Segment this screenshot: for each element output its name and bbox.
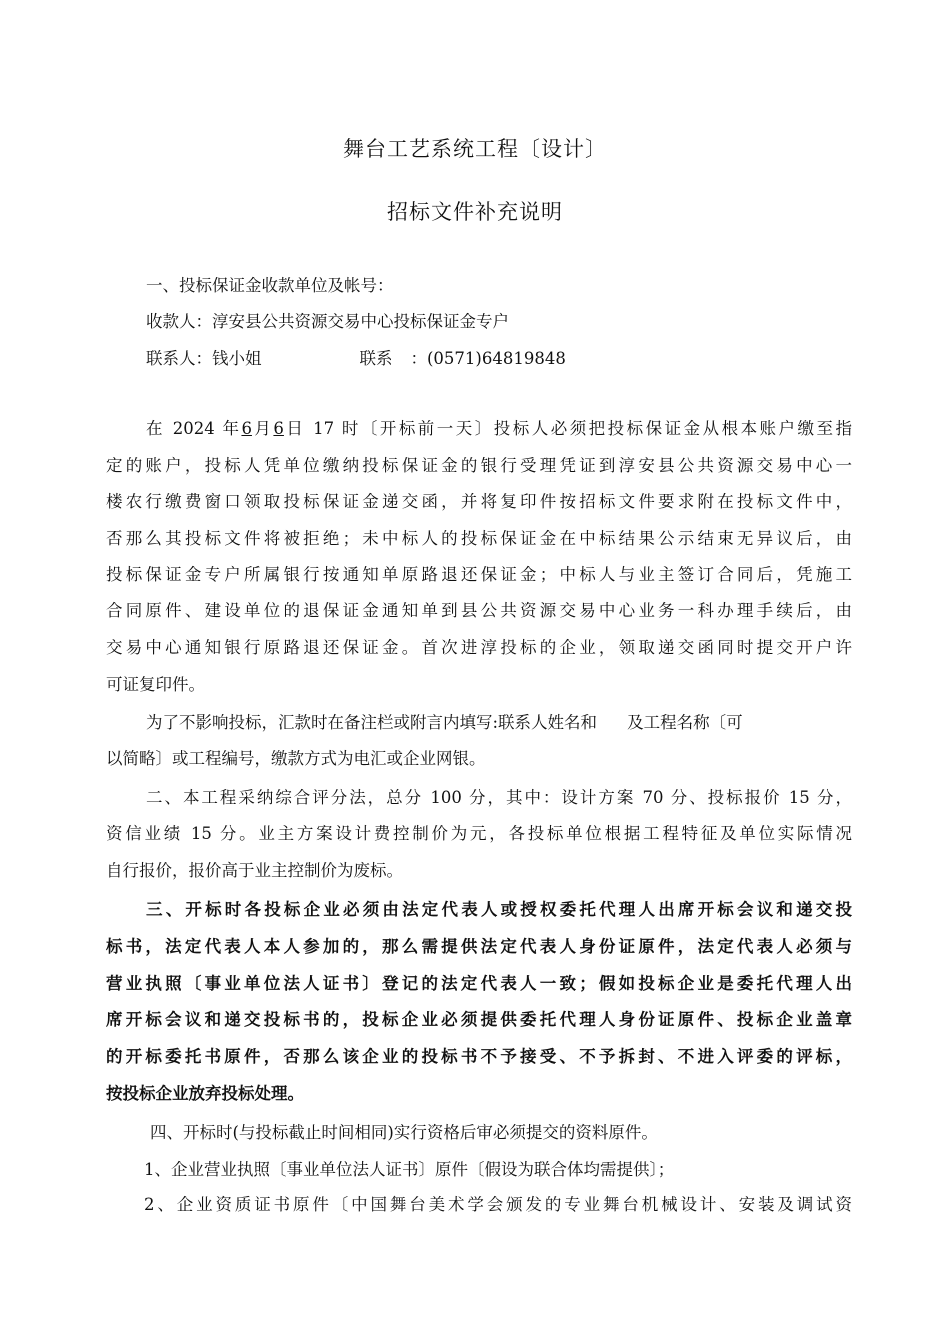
deposit-para-line: 投标保证金专户所属银行按通知单原路退还保证金；中标人与业主签订合同后，凭施工 bbox=[106, 565, 852, 584]
deposit-para-line: 否那么其投标文件将被拒绝；未中标人的投标保证金在中标结果公示结束无异议后，由 bbox=[106, 529, 852, 548]
deposit-para-line: 可证复印件。 bbox=[106, 675, 205, 694]
deposit-date-day: 6 bbox=[273, 419, 284, 438]
document-subtitle: 招标文件补充说明 bbox=[387, 200, 563, 224]
section3-line: 营业执照〔事业单位法人证书〕登记的法定代表人一致；假如投标企业是委托代理人出 bbox=[106, 974, 852, 993]
payee-line: 收款人：淳安县公共资源交易中心投标保证金专户 bbox=[146, 312, 509, 331]
deposit-para-line bbox=[146, 415, 852, 439]
section3-line: 按投标企业放弃投标处理。 bbox=[106, 1084, 304, 1103]
remit-text-a: 为了不影响投标，汇款时在备注栏或附言内填写:联系人姓名和 bbox=[146, 713, 598, 732]
deposit-para-line: 定的账户，投标人凭单位缴纳投标保证金的银行受理凭证到淳安县公共资源交易中心一 bbox=[106, 456, 852, 475]
remit-para-line: 以简略〕或工程编号，缴款方式为电汇或企业网银。 bbox=[106, 749, 486, 768]
section3-line: 三、开标时各投标企业必须由法定代表人或授权委托代理人出席开标会议和递交投 bbox=[146, 900, 852, 919]
deposit-para-line: 合同原件、建设单位的退保证金通知单到县公共资源交易中心业务一科办理手续后，由 bbox=[106, 601, 852, 620]
section2-line: 资信业绩 15 分。业主方案设计费控制价为元，各投标单位根据工程特征及单位实际情况 bbox=[106, 824, 852, 843]
phone-value: ：(0571)64819848 bbox=[410, 349, 566, 368]
document-title: 舞台工艺系统工程〔设计〕 bbox=[343, 137, 607, 161]
section3-line: 的开标委托书原件，否那么该企业的投标书不予接受、不予拆封、不进入评委的评标， bbox=[106, 1047, 852, 1066]
section2-line: 自行报价，报价高于业主控制价为废标。 bbox=[106, 861, 403, 880]
contact-label: 联系人：钱小姐 bbox=[146, 349, 262, 368]
deposit-para-line: 交易中心通知银行原路退还保证金。首次进淳投标的企业，领取递交函同时提交开户许 bbox=[106, 638, 852, 657]
section2-line: 二、本工程采纳综合评分法，总分 100 分，其中：设计方案 70 分、投标报价 15 分， bbox=[146, 788, 852, 807]
section3-line: 标书，法定代表人本人参加的，那么需提供法定代表人身份证原件，法定代表人必须与 bbox=[106, 937, 852, 956]
deposit-para-line: 楼农行缴费窗口领取投标保证金递交函，并将复印件按招标文件要求附在投标文件中， bbox=[106, 492, 852, 511]
deposit-date-month: 6 bbox=[241, 419, 252, 438]
section3-line: 席开标会议和递交投标书的，投标企业必须提供委托代理人身份证原件、投标企业盖章 bbox=[106, 1010, 852, 1029]
deposit-para-text: 日 17 时〔开标前一天〕投标人必须把投标保证金从根本账户缴至指 bbox=[283, 419, 853, 438]
section4-heading: 四、开标时(与投标截止时间相同)实行资格后审必须提交的资料原件。 bbox=[150, 1123, 658, 1142]
section1-heading: 一、投标保证金收款单位及帐号： bbox=[146, 276, 394, 295]
remit-para-line bbox=[146, 709, 852, 733]
section4-item-2: 2、企业资质证书原件〔中国舞台美术学会颁发的专业舞台机械设计、安装及调试资 bbox=[144, 1195, 852, 1214]
deposit-date-year: 在 2024 年 bbox=[146, 419, 242, 438]
deposit-month-char: 月 bbox=[251, 419, 274, 438]
section4-item-1: 1、企业营业执照〔事业单位法人证书〕原件〔假设为联合体均需提供〕； bbox=[144, 1160, 675, 1179]
contact-line bbox=[146, 345, 852, 369]
phone-label: 联系 bbox=[359, 349, 393, 368]
remit-text-b: 及工程名称〔可 bbox=[627, 713, 743, 732]
